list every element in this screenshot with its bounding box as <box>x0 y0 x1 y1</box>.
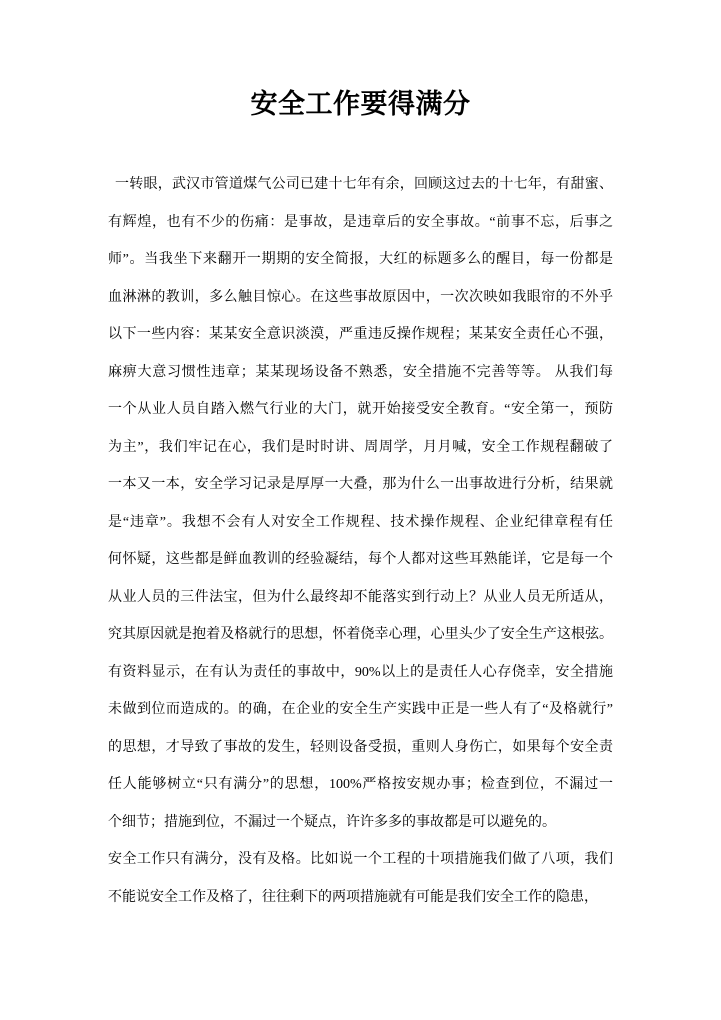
text-line: 血淋淋的教训，多么触目惊心。在这些事故原因中，一次次映如我眼帘的不外乎 <box>108 289 613 305</box>
text-line: 究其原因就是抱着及格就行的思想，怀着侥幸心理，心里头少了安全生产这根弦。 <box>108 627 613 642</box>
text-line: 任人能够树立“只有满分”的思想，100%严格按安规办事；检查到位，不漏过一 <box>108 777 613 792</box>
text-line: 一个从业人员自踏入燃气行业的大门，就开始接受安全教育。“安全第一，预防 <box>108 402 613 417</box>
text-line: 有辉煌，也有不少的伤痛：是事故，是违章后的安全事故。“前事不忘，后事之 <box>108 214 613 230</box>
text-line: 一本又一本，安全学习记录是厚厚一大叠，那为什么一出事故进行分析，结果就 <box>108 477 613 492</box>
document-body <box>108 166 613 916</box>
text-line: 的思想，才导致了事故的发生，轻则设备受损，重则人身伤亡，如果每个安全责 <box>108 739 613 755</box>
text-line: 是“违章”。我想不会有人对安全工作规程、技术操作规程、企业纪律章程有任 <box>108 514 613 530</box>
text-line: 师”。当我坐下来翻开一期期的安全简报，大红的标题多么的醒目，每一份都是 <box>108 252 613 267</box>
text-line: 从业人员的三件法宝，但为什么最终却不能落实到行动上？从业人员无所适从， <box>108 589 613 605</box>
document-title: 安全工作要得满分 <box>250 89 471 119</box>
text-line: 未做到位而造成的。的确，在企业的安全生产实践中正是一些人有了“及格就行” <box>108 702 613 717</box>
text-line: 何怀疑，这些都是鲜血教训的经验凝结，每个人都对这些耳熟能详，它是每一个 <box>108 552 613 567</box>
text-line: 以下一些内容：某某安全意识淡漠，严重违反操作规程；某某安全责任心不强， <box>108 327 613 342</box>
text-line: 不能说安全工作及格了，往往剩下的两项措施就有可能是我们安全工作的隐患， <box>108 889 598 905</box>
text-line: 麻痹大意习惯性违章；某某现场设备不熟悉，安全措施不完善等等。 从我们每 <box>108 364 613 380</box>
text-line: 安全工作只有满分，没有及格。比如说一个工程的十项措施我们做了八项，我们 <box>108 852 613 867</box>
text-line: 为主”，我们牢记在心，我们是时时讲、周周学，月月喊，安全工作规程翻破了 <box>108 439 613 455</box>
text-line: 一转眼，武汉市管道煤气公司已建十七年有余，回顾这过去的十七年，有甜蜜、 <box>115 177 613 192</box>
text-line: 个细节；措施到位，不漏过一个疑点，许许多多的事故都是可以避免的。 <box>108 814 556 830</box>
text-line: 有资料显示，在有认为责任的事故中，90%以上的是责任人心存侥幸，安全措施 <box>108 664 613 680</box>
